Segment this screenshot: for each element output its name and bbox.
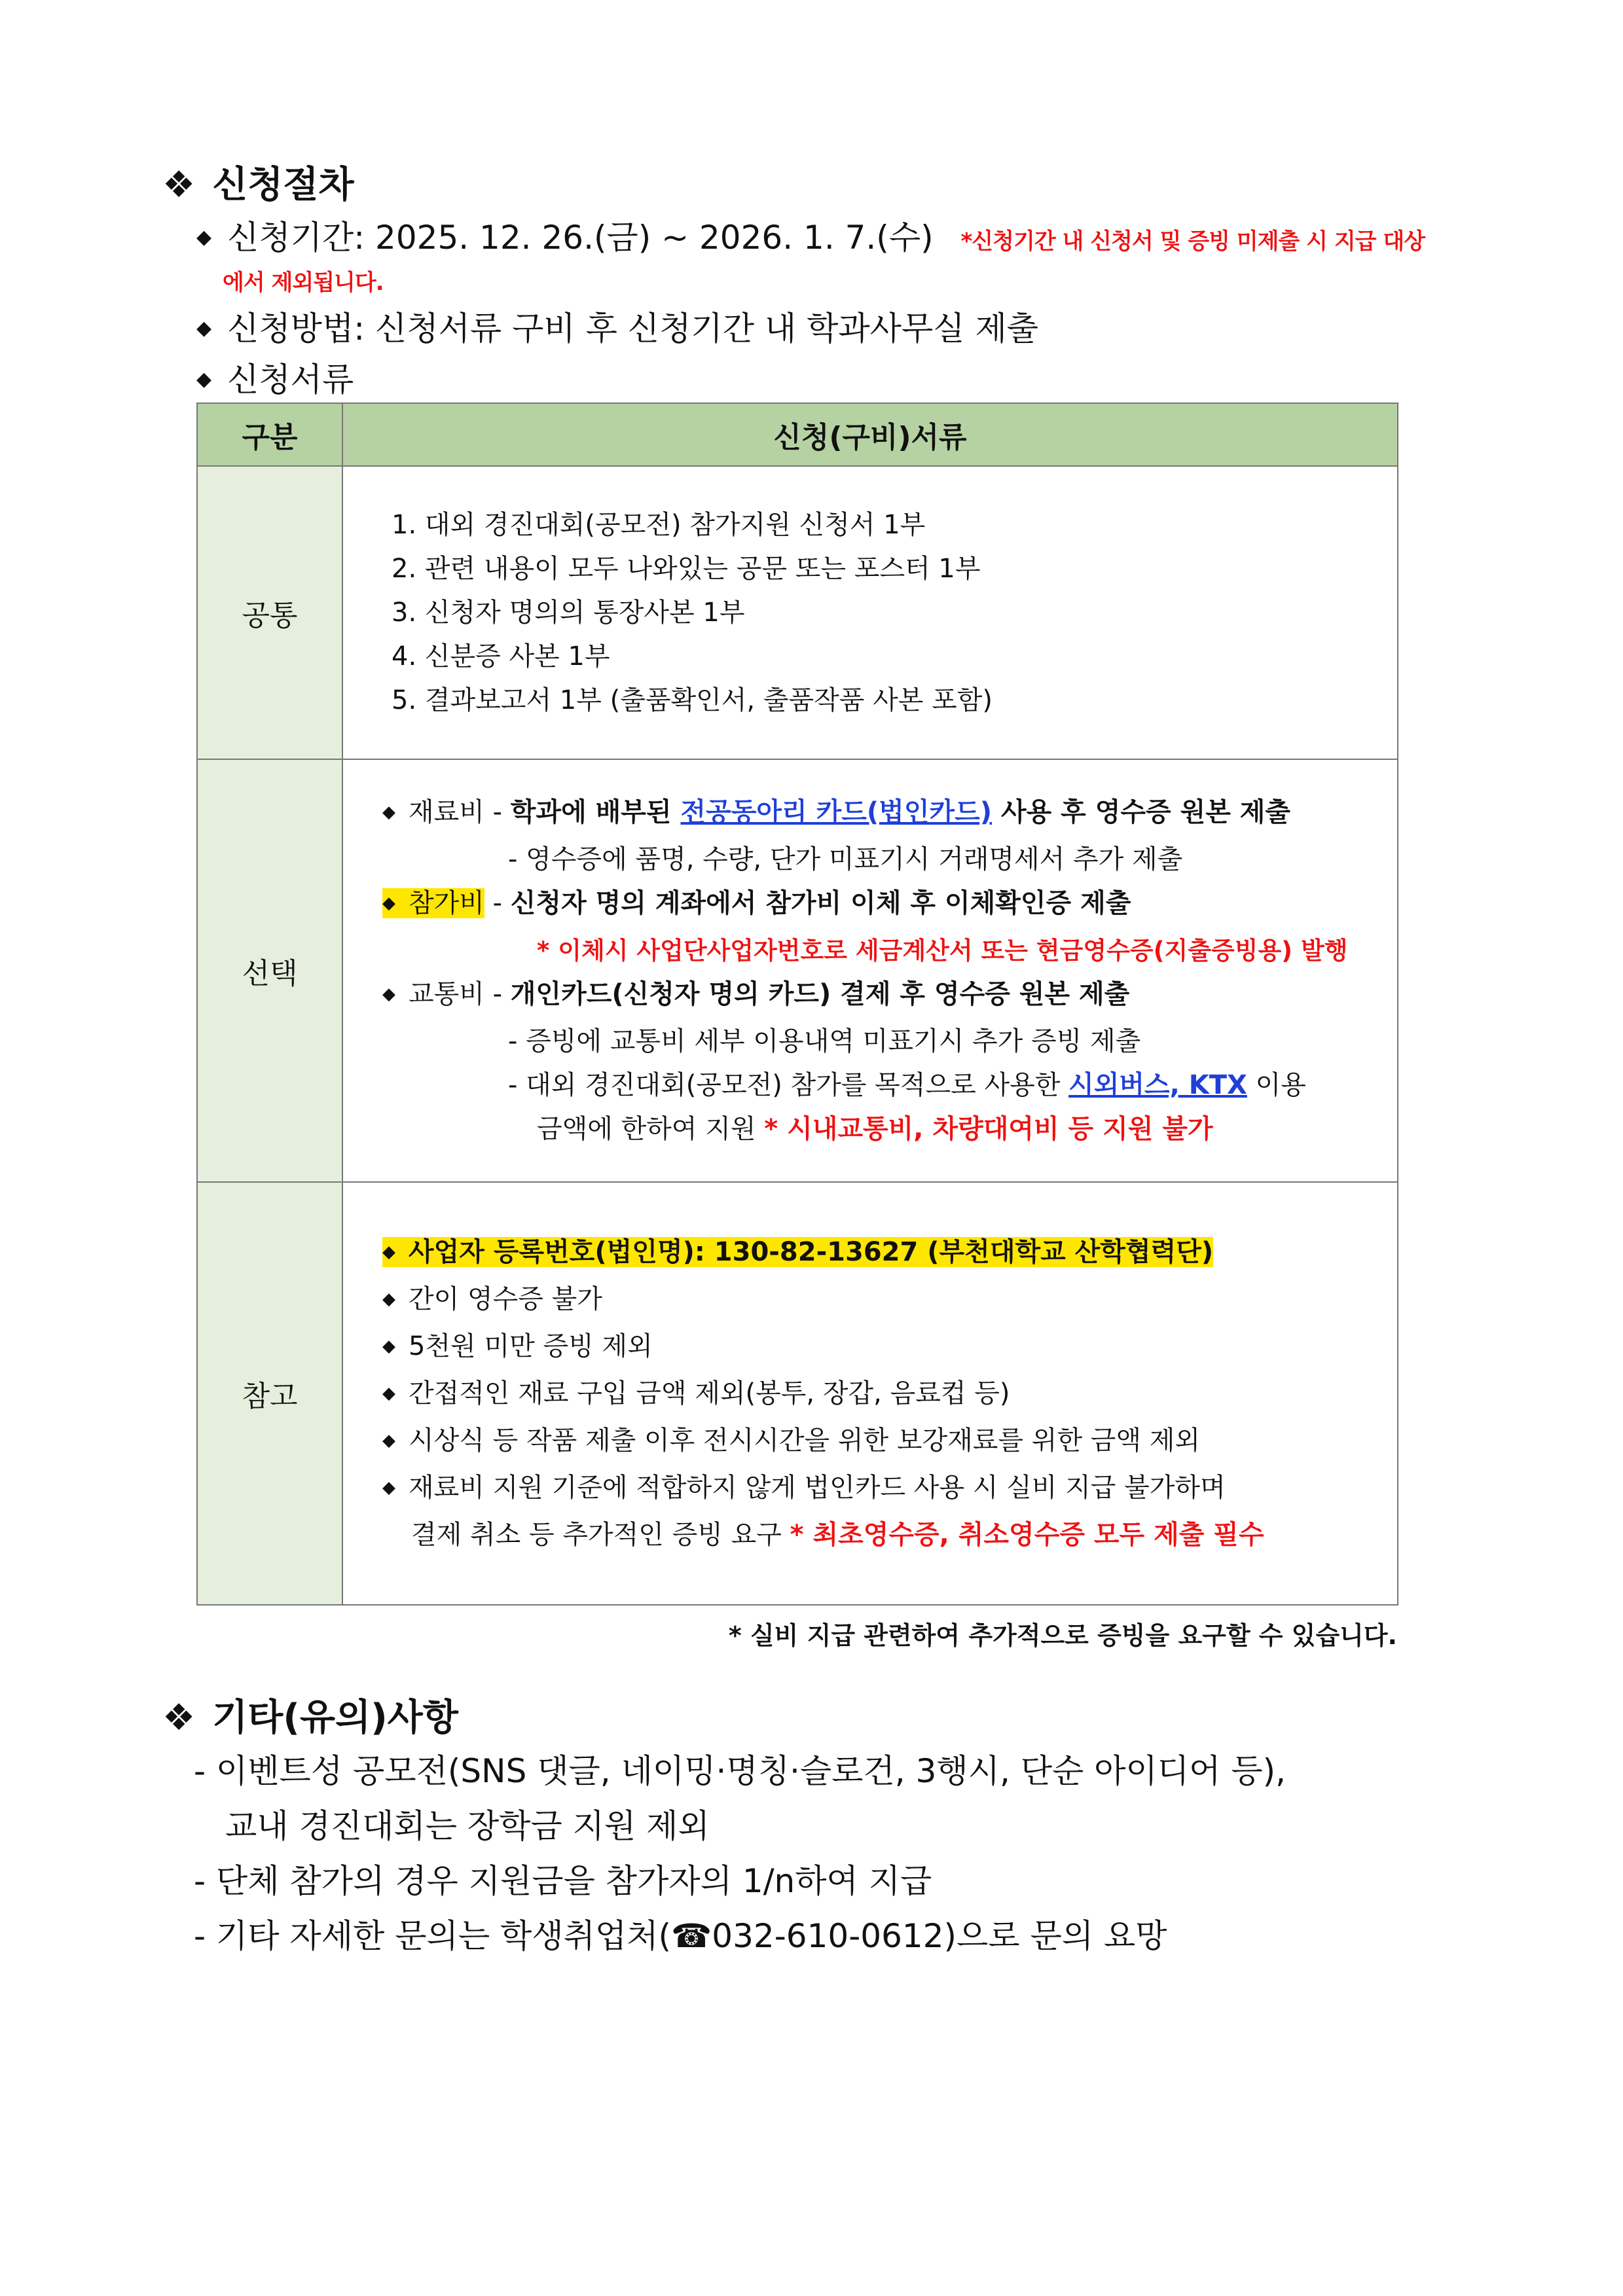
- entry-fee-highlight: [382, 888, 484, 918]
- list-item: [382, 1466, 1397, 1513]
- reference-last-note: * 최초영수증, 취소영수증 모두 제출 필수: [790, 1519, 1264, 1550]
- transport-sub-1: - 증빙에 교통비 세부 이용내역 미표기시 추가 증빙 제출: [508, 1026, 1141, 1056]
- list-item: [382, 1372, 1397, 1419]
- reference-last-text: 결제 취소 등 추가적인 증빙 요구: [411, 1519, 790, 1550]
- transport-sub-2-end: 이용: [1247, 1069, 1306, 1100]
- period-text: 신청기간: 2025. 12. 26.(금) ~ 2026. 1. 7.(수): [227, 219, 934, 257]
- list-item: [382, 1278, 1397, 1325]
- optional-documents: [342, 759, 1398, 1182]
- material-text: 학과에 배부된: [510, 797, 681, 827]
- list-item: [382, 1325, 1397, 1372]
- list-item: 4. 신분증 사본 1부: [392, 641, 610, 672]
- other-item: 교내 경진대회는 장학금 지원 제외: [225, 1807, 710, 1845]
- club-card-link[interactable]: 전공동아리 카드(법인카드): [680, 797, 993, 827]
- header-documents: 신청(구비)서류: [342, 403, 1398, 466]
- transport-sub-2: [382, 1064, 1397, 1107]
- documents-table: [196, 403, 1398, 1605]
- dash: -: [484, 797, 511, 827]
- diamond-bullet-icon: ◆: [382, 1242, 395, 1262]
- material-sub: - 영수증에 품명, 수량, 단가 미표기시 거래명세서 추가 제출: [508, 844, 1183, 874]
- transport-sub-3-text: 금액에 한하여 지원: [537, 1113, 765, 1144]
- table-row-reference: [197, 1182, 1398, 1605]
- list-item: [382, 1419, 1397, 1466]
- reference-item-text: 간접적인 재료 구입 금액 제외(봉투, 장갑, 음료컵 등): [409, 1378, 1010, 1408]
- diamond-star-icon: ❖: [162, 164, 196, 206]
- reference-notes: [342, 1182, 1398, 1605]
- procedure-title-text: 신청절차: [212, 164, 354, 206]
- intercity-bus-ktx-link[interactable]: 시외버스, KTX: [1068, 1069, 1247, 1100]
- transport-text: 개인카드(신청자 명의 카드) 결제 후 영수증 원본 제출: [510, 978, 1130, 1009]
- business-number-line: [382, 1230, 1397, 1278]
- entry-fee-text: 신청자 명의 계좌에서 참가비 이체 후 이체확인증 제출: [510, 888, 1131, 918]
- table-row-optional: [197, 759, 1398, 1182]
- diamond-bullet-icon: ◆: [382, 1383, 395, 1403]
- diamond-bullet-icon: ◆: [382, 1336, 395, 1356]
- category-reference: 참고: [197, 1182, 342, 1605]
- reference-item-text: 간이 영수증 불가: [409, 1283, 602, 1314]
- transport-sub-3: [382, 1107, 1397, 1151]
- period-note-continued: 에서 제외됩니다.: [223, 270, 384, 296]
- transport-line: [382, 973, 1397, 1020]
- other-item: - 이벤트성 공모전(SNS 댓글, 네이밍·명칭·슬로건, 3행시, 단순 아이디어 등),: [194, 1752, 1286, 1790]
- other-title-text: 기타(유의)사항: [212, 1696, 458, 1739]
- material-label: 재료비: [409, 797, 484, 827]
- other-item: - 기타 자세한 문의는 학생취업처(☎032-610-0612)으로 문의 요망: [194, 1917, 1167, 1955]
- list-item: 5. 결과보고서 1부 (출품확인서, 출품작품 사본 포함): [392, 685, 993, 715]
- procedure-section-title: [162, 156, 354, 208]
- reference-item-text: 5천원 미만 증빙 제외: [409, 1331, 653, 1361]
- material-text-end: 사용 후 영수증 원본 제출: [992, 797, 1291, 827]
- diamond-bullet-icon: ◆: [382, 984, 395, 1004]
- method-line: [196, 302, 1038, 350]
- period-note: *신청기간 내 신청서 및 증빙 미제출 시 지급 대상: [960, 228, 1425, 255]
- header-category: 구분: [197, 403, 342, 466]
- dash: -: [484, 888, 511, 918]
- entry-fee-label: 참가비: [409, 888, 484, 918]
- table-header-row: [197, 403, 1398, 466]
- diamond-bullet-icon: ◆: [382, 893, 395, 913]
- docs-label: 신청서류: [227, 361, 354, 399]
- business-number-text: 사업자 등록번호(법인명): 130-82-13627 (부천대학교 산학협력단): [409, 1236, 1214, 1267]
- dash: -: [484, 978, 511, 1009]
- category-common: 공통: [197, 466, 342, 759]
- reference-item-text: 재료비 지원 기준에 적합하지 않게 법인카드 사용 시 실비 지급 불가하며: [409, 1472, 1226, 1503]
- other-item: - 단체 참가의 경우 지원금을 참가자의 1/n하여 지급: [194, 1862, 932, 1900]
- business-number-highlight: [382, 1237, 1213, 1267]
- period-line: [196, 211, 1425, 259]
- common-documents: [342, 466, 1398, 759]
- docs-line: [196, 353, 354, 401]
- entry-fee-line: [382, 882, 1397, 929]
- entry-fee-note: * 이체시 사업단사업자번호로 세금계산서 또는 현금영수증(지출증빙용) 발행: [537, 936, 1348, 965]
- reference-item-text: 시상식 등 작품 제출 이후 전시시간을 위한 보강재료를 위한 금액 제외: [409, 1425, 1201, 1456]
- diamond-star-icon: ❖: [162, 1696, 196, 1739]
- diamond-bullet-icon: ◆: [382, 1289, 395, 1309]
- bullet-icon: ◆: [196, 317, 212, 340]
- diamond-bullet-icon: ◆: [382, 1477, 395, 1498]
- transport-label: 교통비: [409, 978, 484, 1009]
- diamond-bullet-icon: ◆: [382, 1430, 395, 1450]
- material-line: [382, 791, 1397, 838]
- list-item: 2. 관련 내용이 모두 나와있는 공문 또는 포스터 1부: [392, 553, 981, 584]
- table-row-common: [197, 466, 1398, 759]
- other-section-title: [162, 1689, 458, 1741]
- diamond-bullet-icon: ◆: [382, 802, 395, 822]
- transport-sub-3-note: * 시내교통비, 차량대여비 등 지원 불가: [764, 1113, 1213, 1144]
- list-item: 1. 대외 경진대회(공모전) 참가지원 신청서 1부: [392, 509, 926, 540]
- category-optional: 선택: [197, 759, 342, 1182]
- reference-last-line: [382, 1513, 1397, 1557]
- bullet-icon: ◆: [196, 226, 212, 249]
- list-item: 3. 신청자 명의의 통장사본 1부: [392, 597, 745, 628]
- bullet-icon: ◆: [196, 368, 212, 391]
- table-footnote: * 실비 지급 관련하여 추가적으로 증빙을 요구할 수 있습니다.: [728, 1621, 1397, 1650]
- transport-sub-2-text: - 대외 경진대회(공모전) 참가를 목적으로 사용한: [508, 1069, 1069, 1100]
- method-text: 신청방법: 신청서류 구비 후 신청기간 내 학과사무실 제출: [227, 310, 1039, 348]
